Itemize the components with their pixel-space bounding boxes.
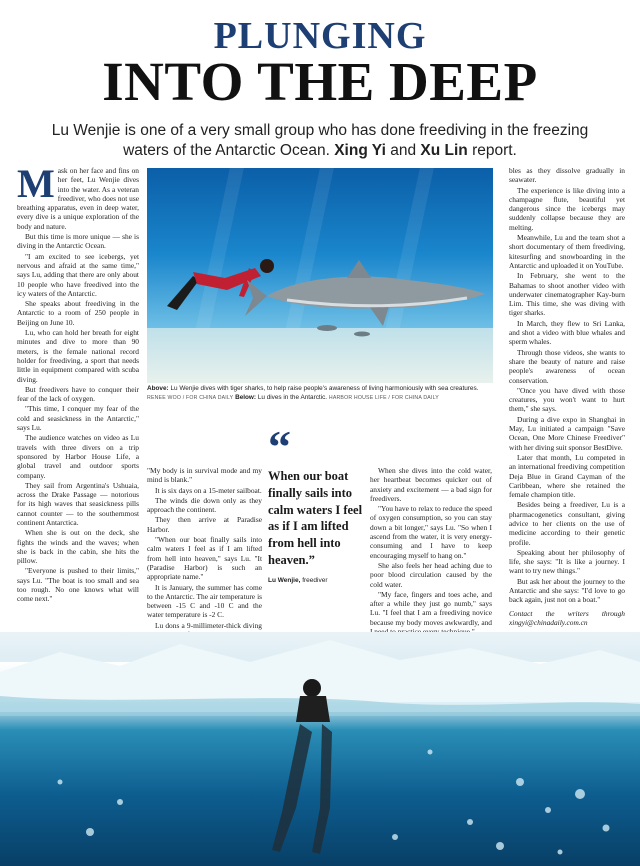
paragraph: When she is out on the deck, she fights the winds and the waves; when she is back in the cabin, she hits the pillow.	[17, 528, 139, 566]
paragraph: She also feels her head aching due to poor blood circulation caused by the cold water.	[370, 560, 492, 589]
caption-below-credit: HARBOR HOUSE LIFE / FOR CHINA DAILY	[328, 394, 439, 401]
drop-cap: M	[17, 161, 55, 206]
pull-quote-text: When our boat finally sails into calm waters I feel as if I am lifted from hell into heaven.”	[268, 469, 363, 567]
paragraph: The winds die down only as they approach the continent.	[147, 495, 262, 515]
dek-and: and	[390, 142, 417, 159]
paragraph: They sail from Argentina's Ushuaia, across the Drake Passage — notorious for its high waves that seasickness pills cannot counter — to the southernmost continent Antarctica.	[17, 480, 139, 527]
paragraph: Later that month, Lu competed in an international freediving competition Deja Blue in Grand Cayman of the Caribbean, where she retained the female champion title.	[509, 452, 625, 500]
paragraph: But ask her about the journey to the Antarctic and she says: "I'd love to go back again, just not on a boat."	[509, 576, 625, 605]
paragraph: Besides being a freediver, Lu is a pharmacogenetics consultant, giving advice to her clients on the use of medicine according to their genetic profile.	[509, 500, 625, 547]
paragraph: Through those videos, she wants to share the beauty of nature and raise people's awareness of ocean conservation.	[509, 347, 625, 385]
caption-below-text: Lu dives in the Antarctic.	[257, 393, 328, 401]
caption-above-credit: RENEE WOO / FOR CHINA DAILY	[147, 394, 234, 401]
quote-mark-icon: “	[268, 421, 291, 472]
contact-line: Contact the writers through xingyi@chinadaily.com.cn	[509, 608, 625, 627]
paragraph: But this time is more unique — she is diving in the Antarctic Ocean.	[17, 232, 139, 251]
paragraph: "Once you have dived with those creatures, you won't want to hurt them," she says.	[509, 385, 625, 414]
paragraph: They then arrive at Paradise Harbor.	[147, 515, 262, 534]
paragraph: Meanwhile, Lu and the team shot a short documentary of them freediving, kitesurfing and snowboarding in the Antarctic and uploaded it on YouTube.	[509, 233, 625, 270]
paragraph: "You have to relax to reduce the speed of oxygen consumption, so you can stay down a bit longer," says Lu. "So when I ascend from the water, it is very energy-consuming and I have to keep encouraging myself to hang on."	[370, 504, 492, 560]
paragraph: Speaking about her philosophy of life, she says: "It is like a journey. I want to try new things."	[509, 547, 625, 576]
dek-text: Lu Wenjie is one of a very small group who has done freediving in the freezing waters of the Antarctic Ocean.	[51, 122, 589, 159]
dek-tail: report.	[472, 142, 517, 159]
paragraph: She speaks about freediving in the Antarctic to a room of 250 people in Beijing on June 10.	[17, 299, 139, 327]
article-column-2	[147, 466, 262, 659]
paragraph: ask on her face and fins on her feet, Lu Wenjie dives into the water. As a veteran freediver, who does not use breathing apparatus, even in deep water, every dive is a unique exploration of the body and nature.	[17, 166, 139, 231]
paragraph: But freedivers have to conquer their fear of the lack of oxygen.	[17, 384, 139, 404]
shark-and-diver-illustration	[147, 168, 493, 383]
paragraph: The experience is like diving into a champagne flute, beautiful yet dangerous since the icebergs may suddenly collapse because they are melting.	[509, 185, 625, 232]
paragraph: Lu, who can hold her breath for eight minutes and dive to more than 90 meters, is the female national record holder for freediving, a sport that needs little in equipment compared with scuba diving.	[17, 328, 139, 384]
author-1: Xing Yi	[334, 142, 386, 159]
pull-quote-name: Lu Wenjie,	[268, 576, 301, 584]
photo-caption	[147, 385, 493, 402]
paragraph: During a dive expo in Shanghai in May, Lu initiated a campaign "Save Ocean, One More Chinese Freediver" with her diving suit sponsor BestDive.	[509, 414, 625, 452]
headline: INTO THE DEEP	[102, 51, 538, 112]
article-column-3	[370, 466, 492, 657]
tiger-shark-figure	[245, 260, 485, 326]
kicker: PLUNGING	[213, 15, 427, 57]
pull-quote-attribution	[268, 577, 363, 584]
paragraph: The audience watches on video as Lu travels with three divers on a trip sponsored by Harbor House Life, a global travel and outdoor sports company.	[17, 433, 139, 480]
paragraph: Lu dons a 9-millimeter-thick diving	[155, 620, 262, 630]
caption-above-label: Above:	[147, 385, 169, 392]
paragraph: "Everyone is pushed to their limits," says Lu. "The boat is too small and sea too rough. No one knows what will come next."	[17, 566, 139, 604]
paragraph: It is six days on a 15-meter sailboat.	[155, 485, 262, 495]
paragraph: "When our boat finally sails into calm waters I feel as if I am lifted from hell into heaven," says Lu. "It (Paradise Harbor) is such an appropriate name."	[147, 535, 262, 582]
caption-above-text: Lu Wenjie dives with tiger sharks, to help raise people's awareness of living harmoniously with sea creatures.	[170, 385, 479, 392]
caption-below-label: Below:	[235, 393, 257, 401]
photo-diver-with-tiger-shark	[147, 168, 493, 383]
author-2: Xu Lin	[420, 142, 468, 159]
article-column-4	[509, 166, 625, 628]
article-column-1	[17, 161, 139, 605]
paragraph: "This time, I conquer my fear of the cold and seasickness in the Antarctic," says Lu.	[17, 404, 139, 433]
paragraph: When she dives into the cold water, her heartbeat becomes quicker out of anxiety and excitement — a bad sign for freedivers.	[370, 466, 492, 503]
paragraph: "My body is in survival mode and my mind is blank."	[147, 466, 262, 485]
dek	[40, 121, 600, 161]
paragraph: It is January, the summer has come to the Antarctic. The air temperature is between -15 C and -10 C and the water temperature is -2 C.	[147, 582, 262, 620]
antarctic-dive-illustration	[0, 632, 640, 866]
pull-quote	[268, 421, 363, 584]
paragraph: "I am excited to see icebergs, yet nervous and afraid at the same time," says Lu, adding that there are only about 10 people who have freedived into the icy waters of the Antarctic.	[17, 251, 139, 298]
pull-quote-role: freediver	[302, 576, 328, 584]
paragraph: In February, she went to the Bahamas to shoot another video with underwater cinematographer Kay-burn Lim. This time, she was diving with tiger sharks.	[509, 271, 625, 318]
paragraph: bles as they dissolve gradually in seawater.	[509, 166, 625, 185]
paragraph: In March, they flew to Sri Lanka, and shot a video with blue whales and sperm whales.	[509, 318, 625, 347]
paragraph: "My face, fingers and toes ache, and after a while they just go numb," says Lu. "I feel that I am a freediving novice because my body moves awkwardly, and	[370, 589, 492, 627]
photo-antarctic-dive	[0, 632, 640, 866]
